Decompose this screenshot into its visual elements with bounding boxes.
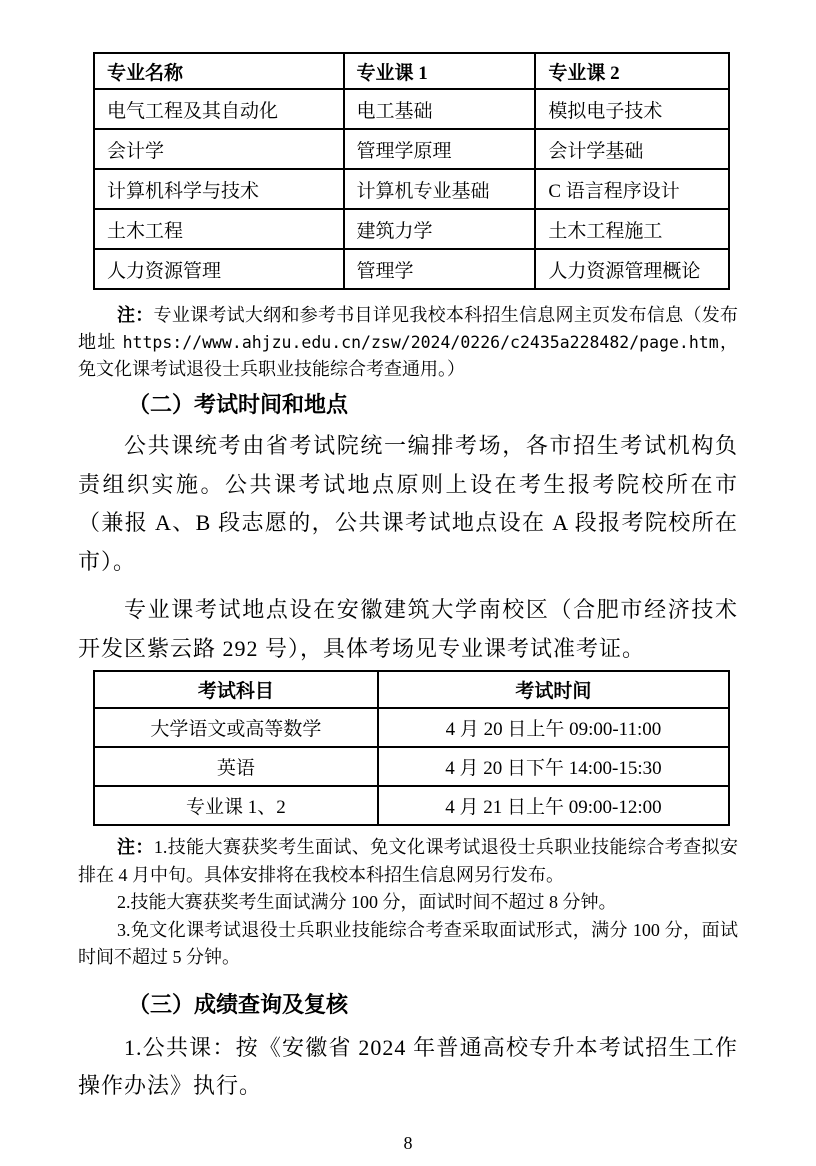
table-cell: 管理学原理 bbox=[344, 129, 536, 169]
header-cell-course2: 专业课 2 bbox=[535, 53, 729, 89]
paragraph-major-course-location: 专业课考试地点设在安徽建筑大学南校区（合肥市经济技术开发区紫云路 292 号），具体考场见专业课考试准考证。 bbox=[78, 597, 738, 661]
schedule-table bbox=[93, 670, 730, 826]
section-heading-score-query: （三）成绩查询及复核 bbox=[128, 991, 349, 1017]
table-cell: 会计学基础 bbox=[535, 129, 729, 169]
subjects-table bbox=[93, 52, 730, 290]
note-item-2: 2.技能大赛获奖考生面试满分 100 分，面试时间不超过 8 分钟。 bbox=[117, 892, 617, 912]
table-cell: 英语 bbox=[94, 747, 378, 786]
header-cell-major-name: 专业名称 bbox=[94, 53, 344, 89]
table-row bbox=[94, 209, 729, 249]
paragraph-score-query-public: 1.公共课：按《安徽省 2024 年普通高校专升本考试招生工作操作办法》执行。 bbox=[78, 1034, 738, 1098]
table-cell: 计算机科学与技术 bbox=[94, 169, 344, 209]
section-heading-exam-time-place: （二）考试时间和地点 bbox=[128, 392, 349, 417]
note-url: https://www.ahjzu.edu.cn/zsw/2024/0226/c2435a228482/page.htm bbox=[122, 333, 719, 352]
note-item-1 bbox=[78, 834, 738, 889]
table-cell: 4 月 20 日上午 09:00-11:00 bbox=[378, 708, 729, 747]
table-cell: 计算机专业基础 bbox=[344, 169, 536, 209]
note-label: 注： bbox=[117, 837, 154, 857]
subjects-table-header-row bbox=[94, 53, 729, 89]
note-text-after-url: ，免文化课考试退役士兵职业技能综合考查通用。） bbox=[78, 332, 739, 379]
note-item-3: 3.免文化课考试退役士兵职业技能综合考查采取面试形式，满分 100 分，面试时间不超过 5 分钟。 bbox=[78, 919, 738, 967]
table-cell: 人力资源管理概论 bbox=[535, 249, 729, 289]
page-number: 8 bbox=[403, 1133, 413, 1153]
table-row bbox=[94, 786, 729, 825]
subjects-table-note bbox=[78, 302, 738, 383]
table-cell: 电工基础 bbox=[344, 89, 536, 129]
table-cell: 模拟电子技术 bbox=[535, 89, 729, 129]
note-item-text: 1.技能大赛获奖考生面试、免文化课考试退役士兵职业技能综合考查拟安排在 4 月中旬。具体安排将在我校本科招生信息网另行发布。 bbox=[78, 837, 739, 885]
table-cell: 土木工程施工 bbox=[535, 209, 729, 249]
table-cell: 建筑力学 bbox=[344, 209, 536, 249]
table-cell: 人力资源管理 bbox=[94, 249, 344, 289]
table-row bbox=[94, 708, 729, 747]
table-row bbox=[94, 169, 729, 209]
header-cell-exam-time: 考试时间 bbox=[378, 671, 729, 708]
table-cell: 4 月 20 日下午 14:00-15:30 bbox=[378, 747, 729, 786]
table-cell: 专业课 1、2 bbox=[94, 786, 378, 825]
table-cell: 电气工程及其自动化 bbox=[94, 89, 344, 129]
header-cell-course1: 专业课 1 bbox=[344, 53, 536, 89]
paragraph-public-course-exam: 公共课统考由省考试院统一编排考场，各市招生考试机构负责组织实施。公共课考试地点原则上设在考生报考院校所在市（兼报 A、B 段志愿的，公共课考试地点设在 A 段报考院校所在市）。 bbox=[78, 433, 738, 574]
schedule-table-header-row bbox=[94, 671, 729, 708]
note-text-before-url: 专业课考试大纲和参考书目详见我校本科招生信息网主页发布信息（发布地址 bbox=[78, 305, 738, 352]
table-cell: 管理学 bbox=[344, 249, 536, 289]
table-cell: 大学语文或高等数学 bbox=[94, 708, 378, 747]
table-cell: 4 月 21 日上午 09:00-12:00 bbox=[378, 786, 729, 825]
table-cell: 会计学 bbox=[94, 129, 344, 169]
header-cell-exam-subject: 考试科目 bbox=[94, 671, 378, 708]
table-cell: C 语言程序设计 bbox=[535, 169, 729, 209]
note-label: 注： bbox=[117, 305, 154, 325]
table-row bbox=[94, 129, 729, 169]
table-cell: 土木工程 bbox=[94, 209, 344, 249]
table-row bbox=[94, 747, 729, 786]
table-row bbox=[94, 249, 729, 289]
schedule-table-note bbox=[78, 834, 738, 972]
table-row bbox=[94, 89, 729, 129]
